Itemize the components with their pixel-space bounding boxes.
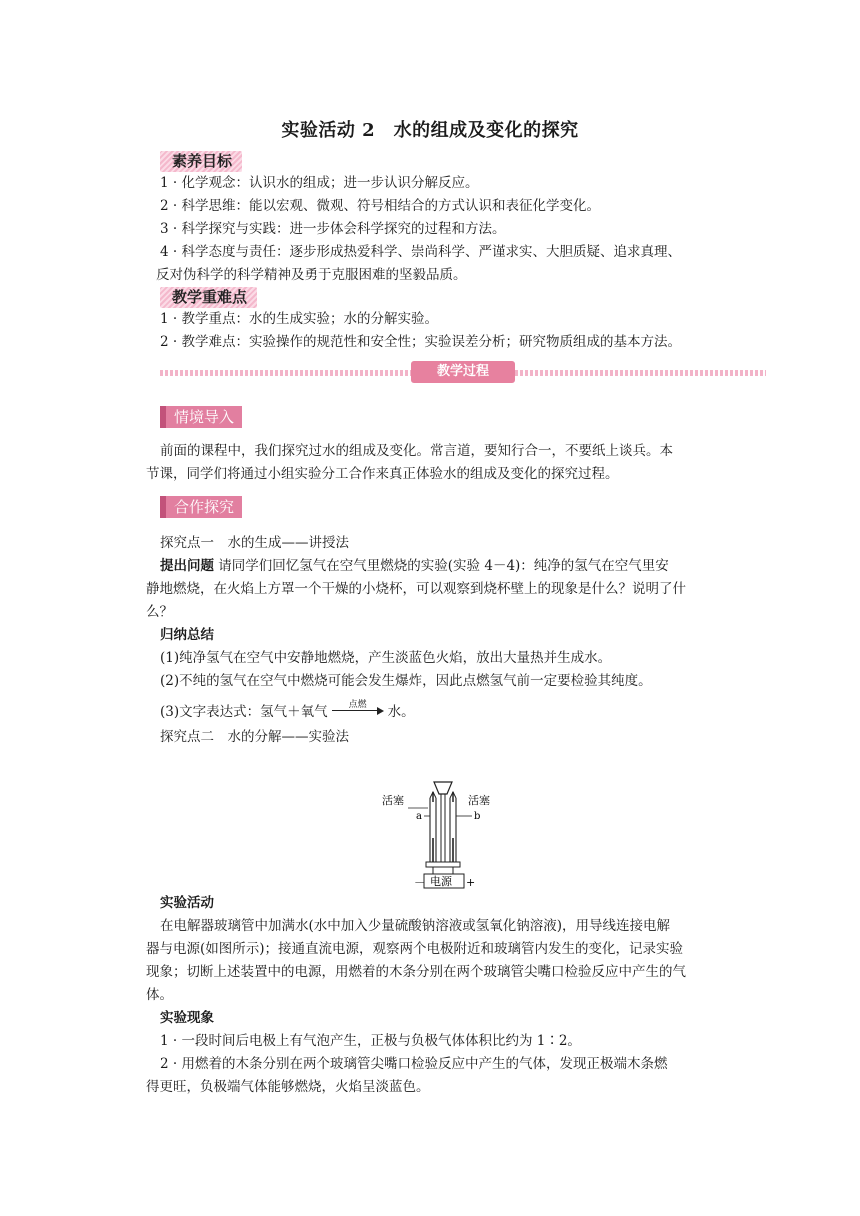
activity-line: 器与电源(如图所示)；接通直流电源，观察两个电极附近和玻璃管内发生的变化，记录实验 — [146, 941, 684, 957]
question-text: 请同学们回忆氢气在空气里燃烧的实验(实验 4－4)：纯净的氢气在空气里安 — [214, 558, 669, 574]
minus-sign: － — [414, 876, 425, 889]
section-tag-intro: 情境导入 — [160, 406, 242, 428]
question-label: 提出问题 — [160, 558, 214, 574]
page-title: 实验活动 2 水的组成及变化的探究 — [281, 120, 579, 141]
label-b: b — [474, 811, 481, 822]
activity-block — [146, 892, 750, 1099]
activity-label: 实验活动 — [160, 895, 214, 911]
reaction-arrow — [330, 702, 386, 718]
activity-line: 在电解器玻璃管中加满水(水中加入少量硫酸钠溶液或氢氧化钠溶液)，用导线连接电解 — [160, 918, 671, 934]
plus-sign: + — [466, 876, 476, 889]
intro-line: 前面的课程中，我们探究过水的组成及变化。常言道，要知行合一，不要纸上谈兵。本 — [160, 443, 673, 459]
right-valve-label: 活塞 — [468, 794, 490, 807]
summary-label: 归纳总结 — [160, 627, 214, 643]
phenomena-label: 实验现象 — [160, 1010, 214, 1026]
goal-item: 3 · 科学探究与实践：进一步体会科学探究的过程和方法。 — [160, 221, 506, 237]
goal-item: 4 · 科学态度与责任：逐步形成热爱科学、崇尚科学、严谨求实、大胆质疑、追求真理、 — [160, 244, 681, 260]
summary-item: (2)不纯的氢气在空气中燃烧可能会发生爆炸，因此点燃氢气前一定要检验其纯度。 — [160, 673, 652, 689]
phenomena-line: 得更旺，负极端气体能够燃烧，火焰呈淡蓝色。 — [146, 1079, 430, 1095]
power-label: 电源 — [430, 875, 452, 888]
coop-block — [146, 532, 750, 749]
equation-prefix: (3)文字表达式：氢气＋氧气 — [160, 704, 328, 720]
process-label: 教学过程 — [411, 361, 515, 383]
intro-text — [146, 440, 740, 486]
focus-list — [160, 308, 760, 354]
focus-item: 1 · 教学重点：水的生成实验；水的分解实验。 — [160, 311, 438, 327]
intro-line: 节课，同学们将通过小组实验分工合作来真正体验水的组成及变化的探究过程。 — [146, 466, 619, 482]
activity-line: 现象；切断上述装置中的电源，用燃着的木条分别在两个玻璃管尖嘴口检验反应中产生的气 — [146, 964, 686, 980]
section-tag-goals: 素养目标 — [160, 151, 242, 172]
label-a: a — [416, 811, 422, 822]
base-connector — [426, 862, 460, 867]
phenomena-line: 2 · 用燃着的木条分别在两个玻璃管尖嘴口检验反应中产生的气体，发现正极端木条燃 — [160, 1056, 668, 1072]
goal-item: 1 · 化学观念：认识水的组成；进一步认识分解反应。 — [160, 175, 479, 191]
section-tag-focus: 教学重难点 — [160, 287, 257, 308]
reservoir-funnel — [434, 782, 452, 794]
focus-item: 2 · 教学难点：实验操作的规范性和安全性；实验误差分析；研究物质组成的基本方法。 — [160, 334, 681, 350]
activity-line: 体。 — [146, 987, 173, 1003]
point2-heading: 探究点二 水的分解——实验法 — [160, 729, 349, 745]
electrolysis-diagram — [380, 778, 500, 890]
phenomena-line: 1 · 一段时间后电极上有气泡产生，正极与负极气体体积比约为 1∶2。 — [160, 1033, 581, 1049]
question-text: 么？ — [146, 604, 173, 620]
section-tag-coop: 合作探究 — [160, 496, 242, 518]
goals-list — [156, 172, 760, 287]
word-equation — [160, 701, 750, 724]
goal-item: 2 · 科学思维：能以宏观、微观、符号相结合的方式认识和表征化学变化。 — [160, 198, 600, 214]
summary-item: (1)纯净氢气在空气中安静地燃烧，产生淡蓝色火焰，放出大量热并生成水。 — [160, 650, 612, 666]
point1-heading: 探究点一 水的生成——讲授法 — [160, 535, 349, 551]
reaction-condition: 点燃 — [348, 700, 367, 710]
goal-item-continued: 反对伪科学的科学精神及勇于克服困难的坚毅品质。 — [156, 267, 467, 283]
left-valve-label: 活塞 — [382, 794, 404, 807]
equation-suffix: 水。 — [387, 704, 415, 720]
question-text: 静地燃烧，在火焰上方罩一个干燥的小烧杯，可以观察到烧杯壁上的现象是什么？说明了什 — [146, 581, 686, 597]
